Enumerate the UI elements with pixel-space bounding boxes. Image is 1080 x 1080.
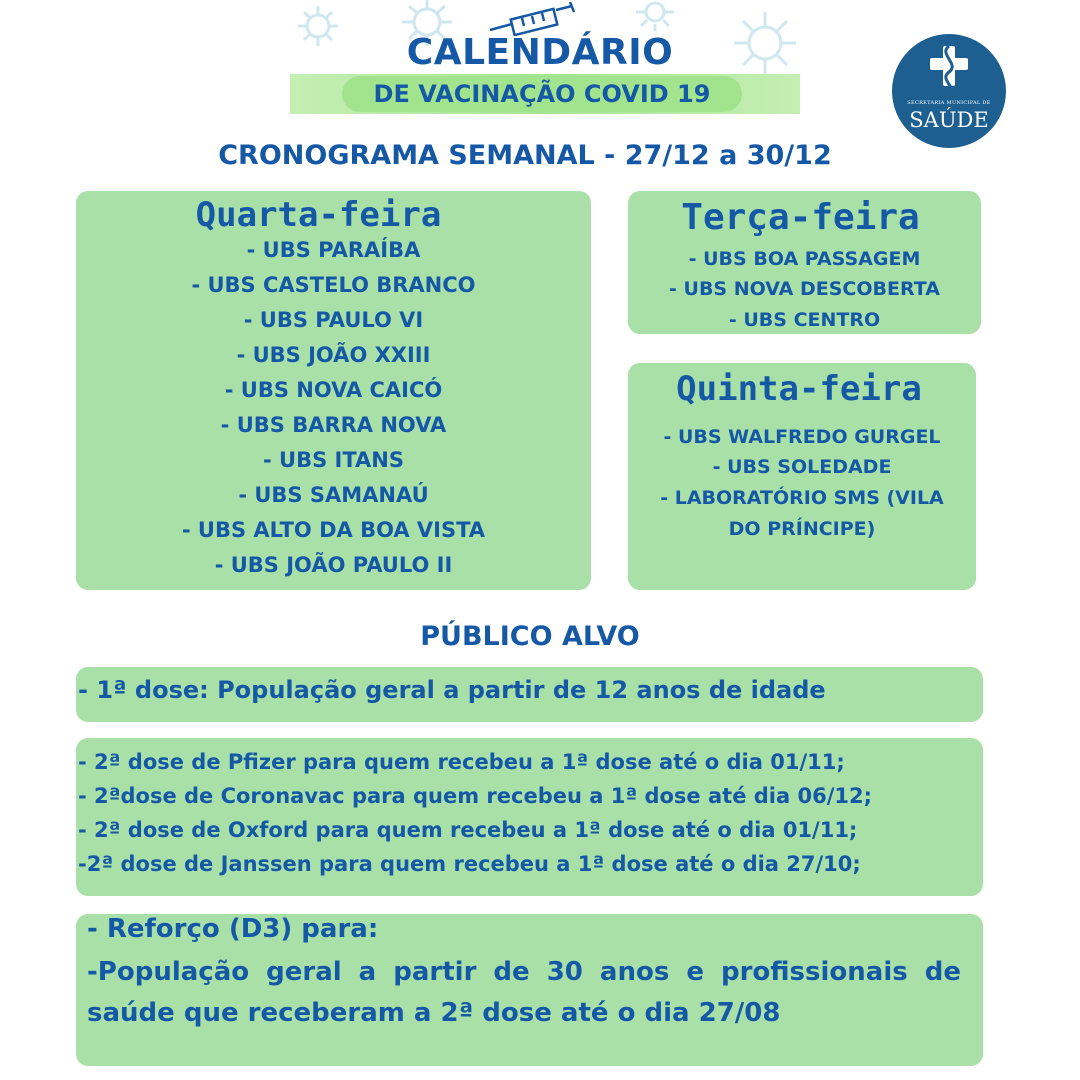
wednesday-title: Quarta-feira xyxy=(195,195,442,235)
list-item: - UBS PAULO VI xyxy=(243,308,424,332)
list-item: - UBS SOLEDADE xyxy=(712,456,892,478)
health-secretariat-logo xyxy=(892,34,1006,148)
list-item: - UBS PARAÍBA xyxy=(246,238,421,262)
booster-text: -População geral a partir de 30 anos e profissionais de saúde que receberam a 2ª dose até o dia 27/08 xyxy=(87,957,961,1028)
list-item: - UBS NOVA DESCOBERTA xyxy=(669,278,940,300)
medical-cross-icon xyxy=(928,46,970,102)
list-item: - UBS ALTO DA BOA VISTA xyxy=(181,518,486,542)
list-item: - UBS BARRA NOVA xyxy=(220,413,447,437)
list-item: - UBS SAMANAÚ xyxy=(238,483,429,507)
booster-title: - Reforço (D3) para: xyxy=(87,914,379,944)
list-item: - UBS CASTELO BRANCO xyxy=(191,273,476,297)
schedule-title: CRONOGRAMA SEMANAL - 27/12 a 30/12 xyxy=(218,140,832,171)
second-dose-line: - 2ª dose de Pfizer para quem recebeu a 1ª dose até o dia 01/11; xyxy=(78,750,845,774)
logo-text: SAÚDE xyxy=(909,108,989,132)
second-dose-line: - 2ª dose de Oxford para quem recebeu a 1ª dose até o dia 01/11; xyxy=(78,818,858,842)
list-item: - UBS NOVA CAICÓ xyxy=(224,378,443,402)
thursday-title: Quinta-feira xyxy=(676,369,922,409)
tuesday-title: Terça-feira xyxy=(681,197,920,238)
second-dose-line: - 2ªdose de Coronavac para quem recebeu a 1ª dose até dia 06/12; xyxy=(78,784,872,808)
list-item: - UBS BOA PASSAGEM xyxy=(688,248,921,270)
thursday-card xyxy=(628,363,976,590)
second-dose-line: -2ª dose de Janssen para quem recebeu a 1ª dose até o dia 27/10; xyxy=(78,852,861,876)
first-dose-text: - 1ª dose: População geral a partir de 12 anos de idade xyxy=(78,676,826,704)
target-audience-title: PÚBLICO ALVO xyxy=(420,621,640,652)
page-title: CALENDÁRIO xyxy=(406,32,674,73)
list-item: DO PRÍNCIPE) xyxy=(728,518,876,540)
list-item: - LABORATÓRIO SMS (VILA xyxy=(660,487,944,509)
list-item: - UBS ITANS xyxy=(263,448,404,472)
list-item: - UBS JOÃO PAULO II xyxy=(214,553,453,577)
page-subtitle: DE VACINAÇÃO COVID 19 xyxy=(342,76,742,112)
logo-subtext: SECRETARIA MUNICIPAL DE xyxy=(907,100,991,106)
list-item: - UBS JOÃO XXIII xyxy=(236,343,431,367)
list-item: - UBS WALFREDO GURGEL xyxy=(663,426,941,448)
wednesday-card xyxy=(76,191,591,590)
tuesday-card xyxy=(628,191,981,334)
virus-icon xyxy=(632,0,678,32)
list-item: - UBS CENTRO xyxy=(728,309,881,331)
